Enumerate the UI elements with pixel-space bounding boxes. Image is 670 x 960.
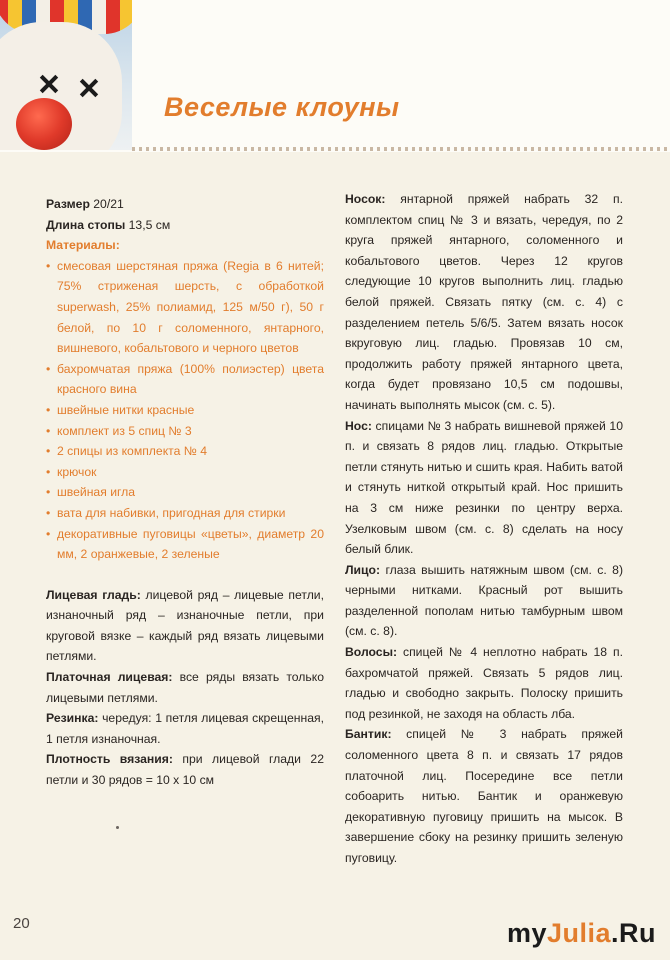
step-paragraph	[345, 642, 623, 724]
watermark-part-accent: Julia	[546, 918, 611, 948]
site-watermark	[507, 918, 656, 949]
step-label: Бантик:	[345, 727, 392, 742]
material-item: • смесовая шерстяная пряжа (Regia в 6 нитей; 75% стриженая шерсть, с обработкой superwash, 25% полиамид, 125 м/50 г), 50 г белой, по 10 г соломенного, янтарного, вишневого, кобальтового и черного цветов	[46, 256, 324, 359]
step-text: спицами № 3 набрать вишневой пряжей 10 п. и связать 8 рядов лиц. гладью. Открытые петли стянуть нитью и сшить края. Набить ватой и стянуть ниткой открытый край. Нос пришить на 3 см ниже резинки по центру верха. Узелковым швом (см. с. 8) сделать на носу белый блик.	[345, 418, 623, 557]
size-line	[46, 194, 324, 215]
watermark-part: my	[506, 918, 547, 948]
materials-heading: Материалы:	[46, 238, 120, 253]
section-gap	[46, 565, 324, 585]
step-label: Носок:	[345, 192, 386, 206]
stitch-label: Платочная лицевая:	[46, 670, 173, 685]
stitch-text: чередуя: 1 петля лицевая скрещенная, 1 петля изнаночная.	[46, 711, 324, 746]
foot-length-value: 13,5 см	[125, 217, 171, 232]
stitch-paragraph	[46, 708, 324, 749]
material-item: • швейные нитки красные	[46, 400, 324, 421]
step-text: глаза вышить натяжным швом (см. с. 8) черными нитками. Красный рот вышить разделенной пополам нитью тамбурным швом (см. с. 8).	[345, 562, 623, 639]
material-item: • бахромчатая пряжа (100% полиэстер) цвета красного вина	[46, 359, 324, 400]
step-label: Нос:	[345, 418, 372, 433]
size-value: 20/21	[89, 197, 124, 211]
right-column	[345, 189, 623, 869]
stitch-label: Резинка:	[46, 711, 99, 726]
stitch-text: при лицевой глади 22 петли и 30 рядов = 10 х 10 см	[46, 752, 324, 788]
foot-length-line	[46, 215, 324, 236]
material-item: • крючок	[46, 462, 324, 483]
watermark-part: .Ru	[611, 918, 656, 948]
step-paragraph	[345, 189, 623, 416]
step-paragraph	[345, 416, 623, 560]
clown-nose	[16, 98, 72, 150]
page-number: 20	[13, 915, 30, 932]
step-text: янтарной пряжей набрать 32 п. комплектом спиц № 3 и вязать, чередуя, по 2 круга пряжей янтарного, соломенного и кобальтового цветов. Через 12 кругов следующие 10 кругов выполнить лиц. гладью белой пряжей. Связать пятку (см. с. 4) с разделением петель 5/6/5. Затем вязать носок вкруговую лиц. гладью. Провязав 10 см, продолжить работу пряжей янтарного цвета, когда будет провязано 10,5 см подошвы, начинать выполнять мысок (см. с. 5).	[345, 192, 623, 412]
page-header	[0, 0, 670, 152]
clown-face	[0, 22, 122, 150]
stitch-paragraph	[46, 749, 324, 790]
foot-length-label: Длина стопы	[46, 217, 126, 232]
step-label: Лицо:	[345, 562, 381, 577]
material-item: • 2 спицы из комплекта № 4	[46, 441, 324, 462]
step-text: спицей № 4 неплотно набрать 18 п. бахромчатой пряжей. Связать 5 рядов лиц. гладью и свободно закрыть. Полоску пришить под резинкой, не заходя на область лба.	[345, 645, 623, 721]
step-label: Волосы:	[345, 645, 398, 660]
step-paragraph	[345, 560, 623, 642]
stitch-label: Плотность вязания:	[46, 752, 173, 767]
stitch-text: все ряды вязать только лицевыми петлями.	[46, 670, 324, 705]
clown-photo	[0, 0, 132, 150]
material-item: • вата для набивки, пригодная для стирки	[46, 503, 324, 524]
material-item: • швейная игла	[46, 482, 324, 503]
materials-list	[46, 256, 324, 565]
size-label: Размер	[46, 197, 90, 211]
material-item: • декоративные пуговицы «цветы», диаметр 20 мм, 2 оранжевые, 2 зеленые	[46, 524, 324, 565]
step-paragraph	[345, 724, 623, 868]
stitch-text: лицевой ряд – лицевые петли, изнаночный ряд – изнаночные петли, при круговой вязке – каждый ряд вязать лицевыми петлями.	[46, 587, 324, 664]
stitch-label: Лицевая гладь:	[46, 587, 141, 602]
header-dotted-line	[132, 147, 670, 151]
print-speck	[116, 826, 119, 829]
page-title: Веселые клоуны	[164, 92, 400, 122]
material-item: • комплект из 5 спиц № 3	[46, 421, 324, 442]
stitch-paragraph	[46, 585, 324, 667]
step-text: спицей № 3 набрать пряжей соломенного цвета 8 п. и связать 17 рядов платочной лиц. Посередине все петли собоарить нитью. Бантик и оранжевую декоративную пуговицу пришить на мысок. В завершение сбоку на резинку пришить зеленую пуговицу.	[345, 727, 623, 865]
left-column	[46, 194, 324, 791]
stitch-paragraph	[46, 667, 324, 708]
